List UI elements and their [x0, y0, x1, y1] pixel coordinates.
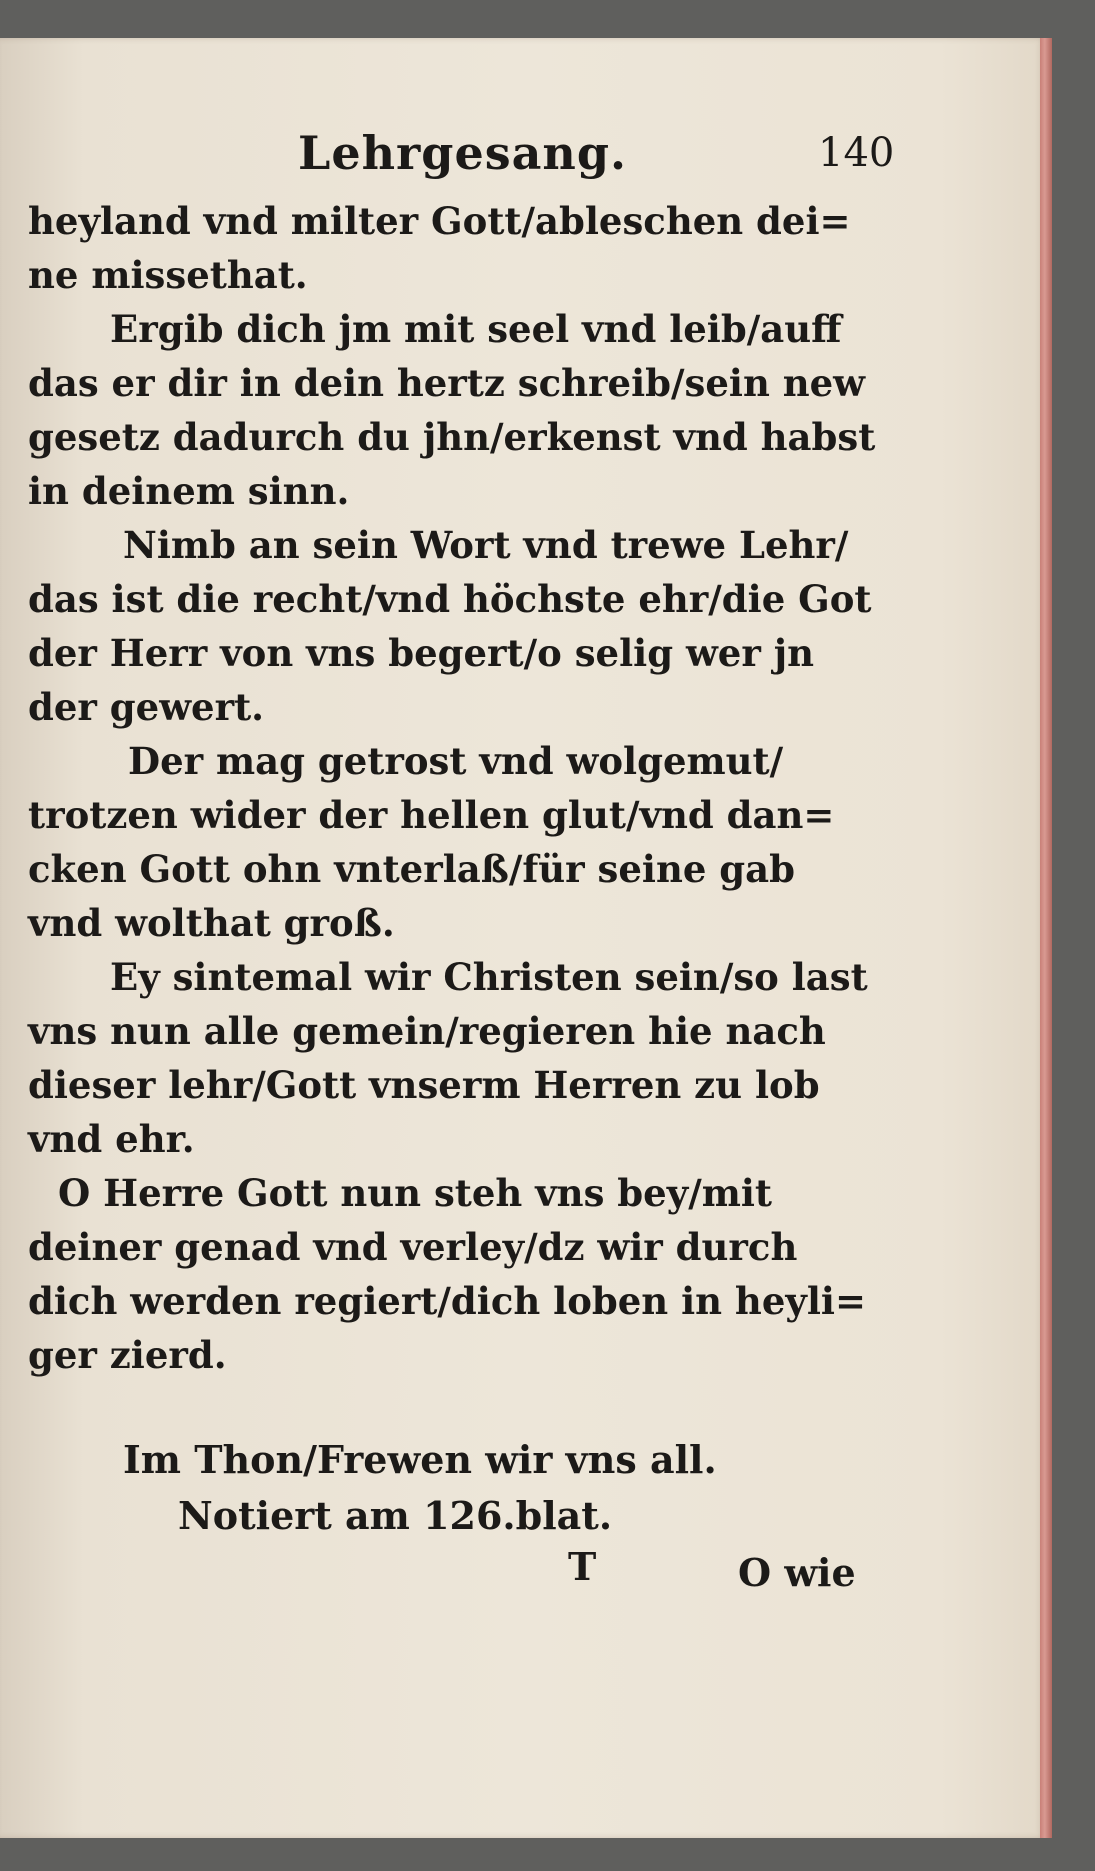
- text-line: der Herr von vns begert/o selig wer jn: [28, 631, 814, 675]
- text-line: vnd wolthat groß.: [28, 901, 395, 945]
- text-line: Nimb an sein Wort vnd trewe Lehr/: [123, 523, 849, 567]
- text-line: dieser lehr/Gott vnserm Herren zu lob: [28, 1063, 820, 1107]
- page-text: [28, 120, 908, 1614]
- text-line: der gewert.: [28, 685, 265, 729]
- text-line: in deinem sinn.: [28, 469, 350, 513]
- stanza-4: [28, 734, 908, 950]
- text-line: deiner genad vnd verley/dz wir durch: [28, 1225, 798, 1269]
- stanza-6: [28, 1166, 908, 1382]
- text-line: vns nun alle gemein/regieren hie nach: [28, 1009, 826, 1053]
- stanza-5: [28, 950, 908, 1166]
- stanza-3: [28, 518, 908, 734]
- text-line: ne missethat.: [28, 253, 308, 297]
- running-head: [28, 120, 908, 194]
- signature-mark: T: [568, 1544, 597, 1589]
- tune-note: [28, 1432, 908, 1544]
- text-line: vnd ehr.: [28, 1117, 195, 1161]
- page-number: 140: [818, 130, 895, 176]
- stanza-1: [28, 194, 908, 302]
- tune-reference: Notiert am 126.blat.: [178, 1493, 613, 1538]
- text-line: das ist die recht/vnd höchste ehr/die Got: [28, 577, 872, 621]
- text-line: heyland vnd milter Gott/ableschen dei=: [28, 199, 851, 243]
- text-line: das er dir in dein hertz schreib/sein new: [28, 361, 866, 405]
- page-footer: [28, 1544, 908, 1614]
- text-line: O Herre Gott nun steh vns bey/mit: [58, 1171, 773, 1215]
- text-line: Der mag getrost vnd wolgemut/: [128, 739, 784, 783]
- stanza-2: [28, 302, 908, 518]
- text-line: trotzen wider der hellen glut/vnd dan=: [28, 793, 835, 837]
- catchword: O wie: [738, 1550, 856, 1595]
- tune-line: Im Thon/Frewen wir vns all.: [123, 1437, 717, 1482]
- page-edge: [1040, 38, 1052, 1838]
- text-line: Ergib dich jm mit seel vnd leib/auff: [110, 307, 842, 351]
- running-title: Lehrgesang.: [298, 126, 628, 180]
- text-line: cken Gott ohn vnterlaß/für seine gab: [28, 847, 796, 891]
- text-line: gesetz dadurch du jhn/erkenst vnd habst: [28, 415, 876, 459]
- text-line: ger zierd.: [28, 1333, 227, 1377]
- text-line: Ey sintemal wir Christen sein/so last: [110, 955, 868, 999]
- text-line: dich werden regiert/dich loben in heyli=: [28, 1279, 866, 1323]
